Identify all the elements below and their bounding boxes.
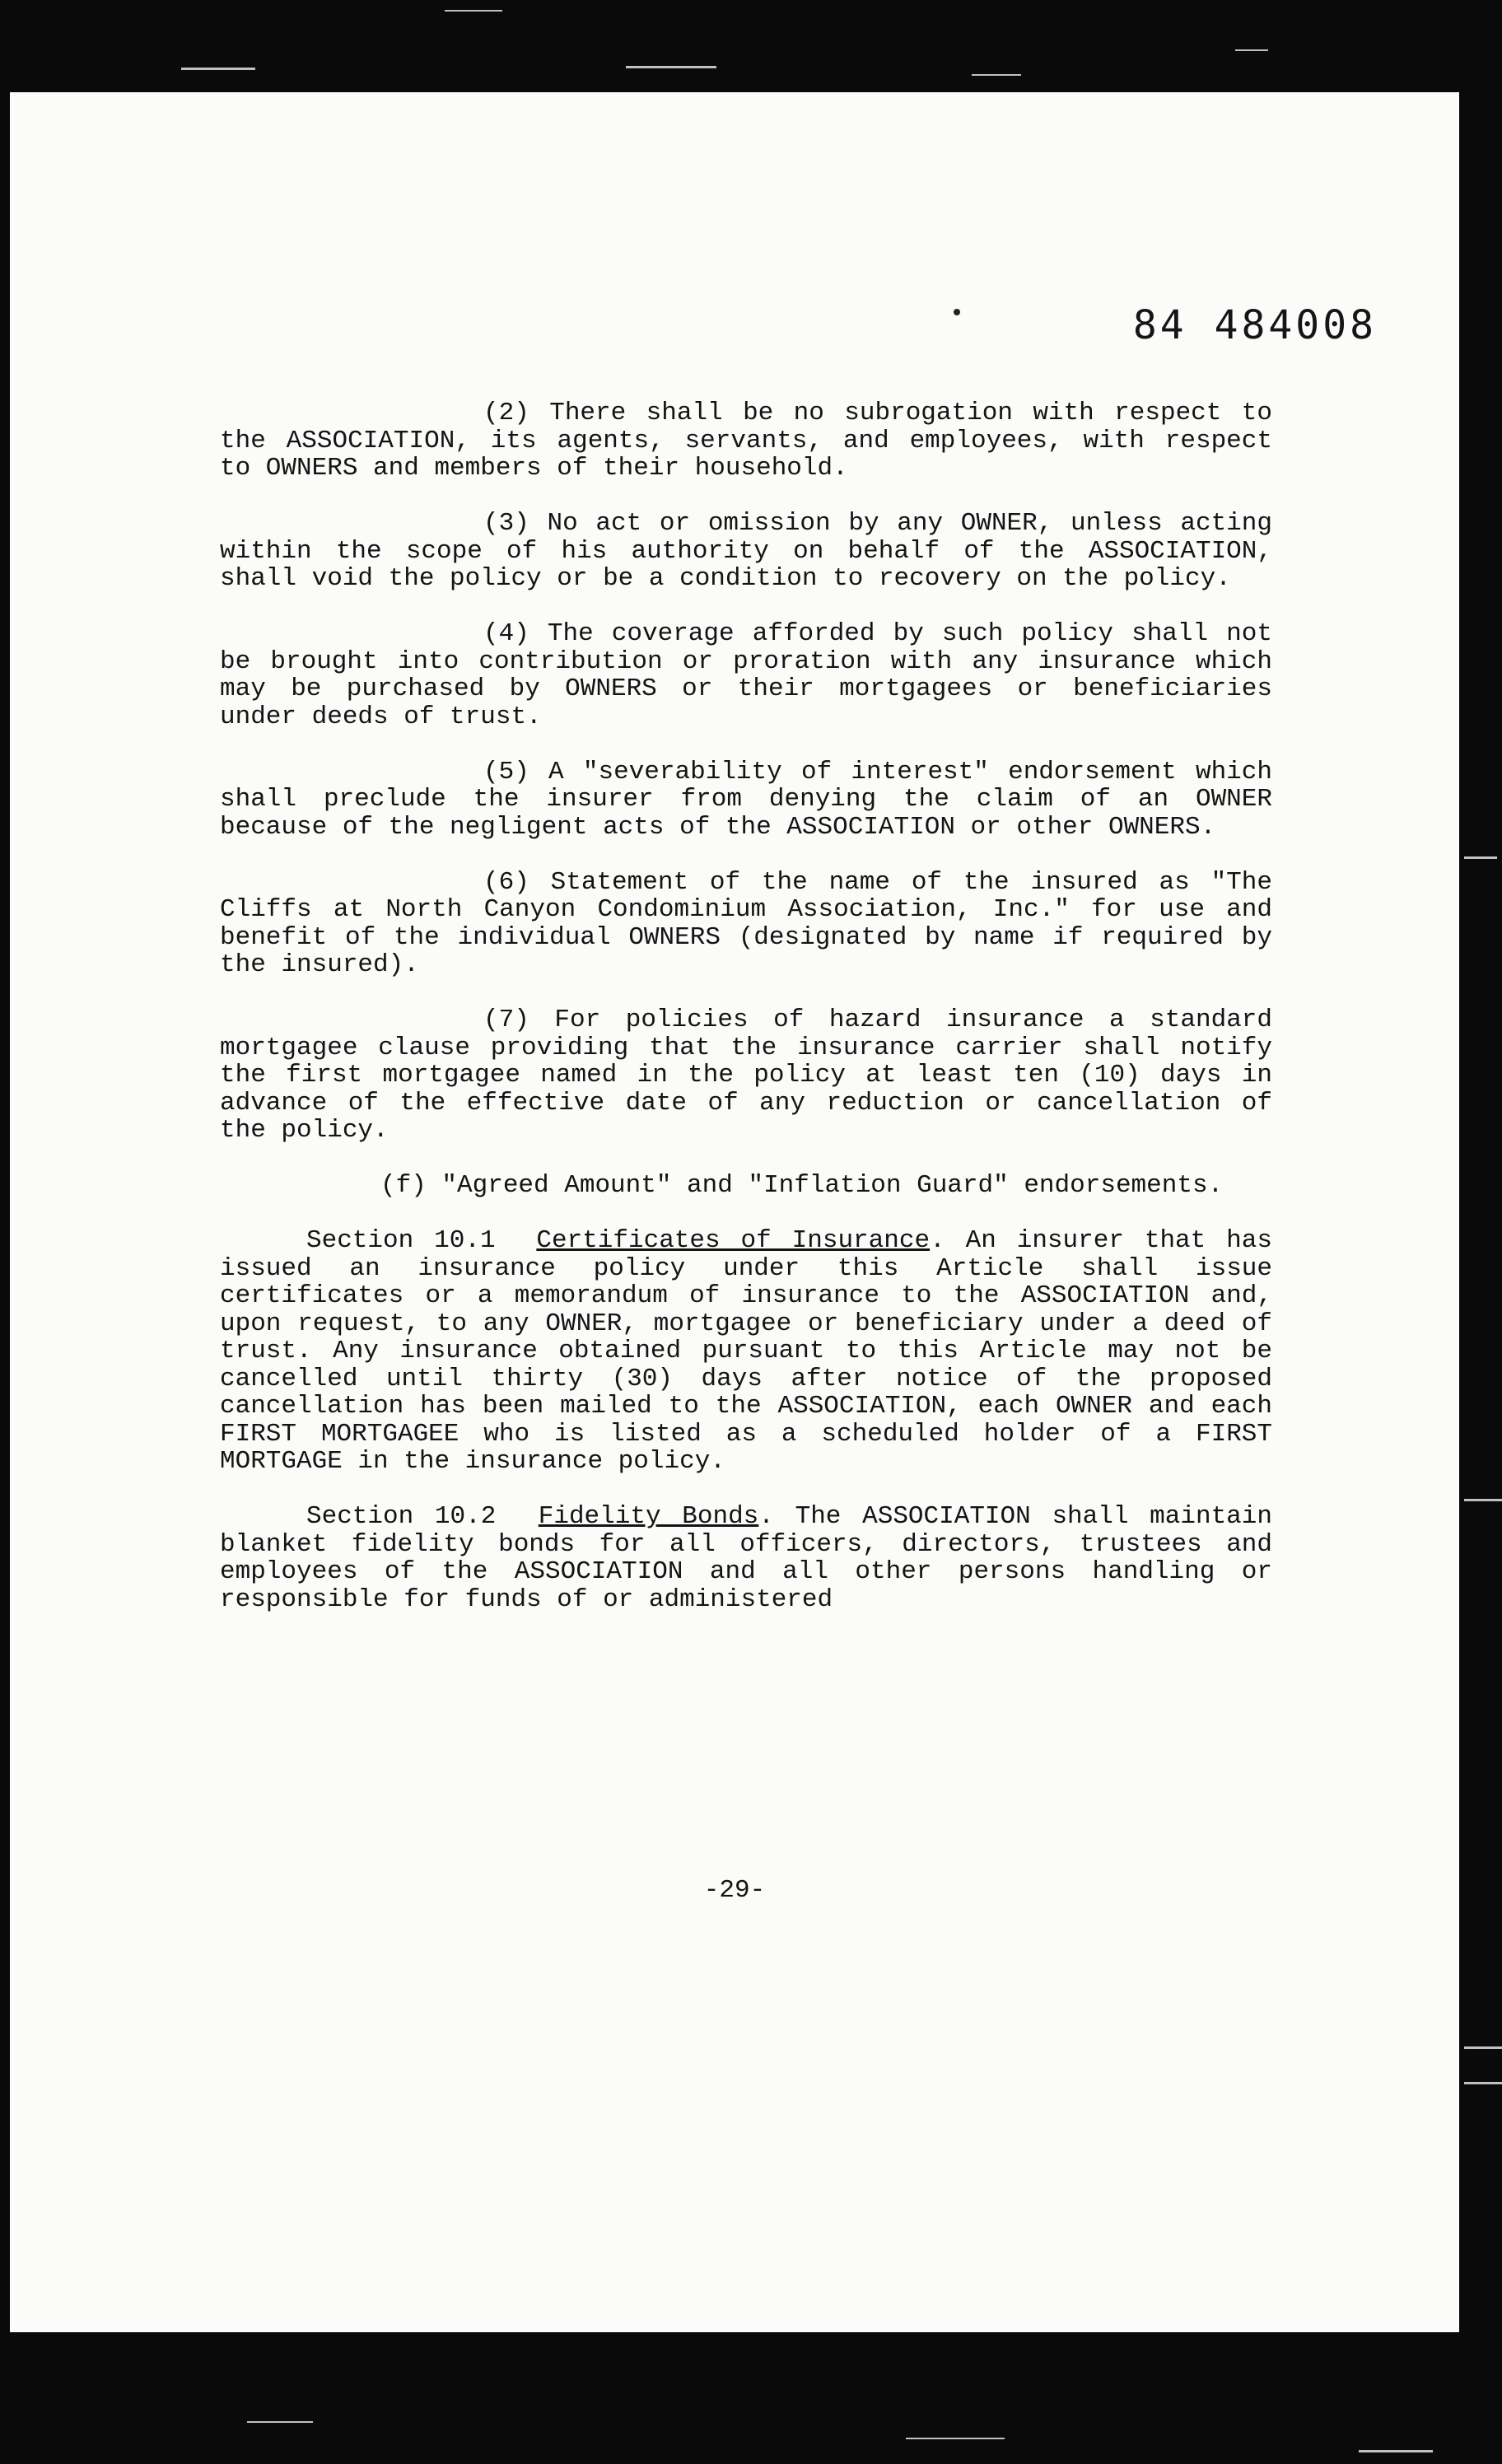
paragraph-f: (f) "Agreed Amount" and "Inflation Guard" endorsements. <box>380 1171 1224 1200</box>
section-10-1 <box>220 1227 1272 1476</box>
paragraph-7: (7) For policies of hazard insurance a standard mortgagee clause providing that the insurance carrier shall notify the first mortgagee named in the policy at least ten (10) days in advance of the effective date of any reduction or cancellation of the policy. <box>220 1006 1272 1145</box>
paragraph-2: (2) There shall be no subrogation with respect to the ASSOCIATION, its agents, servants, and employees, with respect to OWNERS and members of their household. <box>220 399 1272 483</box>
ink-dot <box>954 309 960 315</box>
scan-streak <box>906 2438 1005 2439</box>
section-number: Section 10.2 <box>306 1502 497 1531</box>
scan-streak <box>1359 2450 1433 2452</box>
section-body: . An insurer that has issued an insurance policy under this Article shall issue certificates or a memorandum of insurance to the ASSOCIATION and, upon request, to any OWNER, mortgagee or beneficiary under a deed of trust. Any insurance obtained pursuant to this Article may not be cancelled until thirty (30) days after notice of the proposed cancellation has been mailed to the ASSOCIATION, each OWNER and each FIRST MORTGAGEE who is listed as a scheduled holder of a FIRST MORTGAGE in the insurance policy. <box>220 1226 1272 1476</box>
paragraph-4: (4) The coverage afforded by such policy shall not be brought into contribution or proration with any insurance which may be purchased by OWNERS or their mortgagees or beneficiaries under deeds of trust. <box>220 619 1272 731</box>
section-heading: Certificates of Insurance <box>536 1226 931 1255</box>
scan-streak <box>247 2421 313 2423</box>
scan-streak <box>972 74 1021 76</box>
scan-streak <box>1464 856 1497 859</box>
scan-streak <box>1464 2082 1502 2084</box>
scan-streak <box>1235 49 1268 51</box>
section-body: . The ASSOCIATION shall maintain blanket fidelity bonds for all officers, directors, trustees and employees of the ASSOCIATION and all other persons handling or responsible for funds of or administered <box>220 1502 1272 1614</box>
page-number: -29- <box>703 1876 766 1905</box>
scan-streak <box>1464 2046 1502 2049</box>
document-page <box>10 92 1459 2332</box>
body-text <box>220 399 1272 1641</box>
paragraph-3: (3) No act or omission by any OWNER, unless acting within the scope of his authority on behalf of the ASSOCIATION, shall void the policy or be a condition to recovery on the policy. <box>220 509 1272 593</box>
scan-streak <box>181 68 255 70</box>
section-10-2 <box>220 1503 1272 1613</box>
paragraph-6: (6) Statement of the name of the insured as "The Cliffs at North Canyon Condominium Association, Inc." for use and benefit of the individual OWNERS (designated by name if required by the insured). <box>220 867 1272 979</box>
paragraph-5: (5) A "severability of interest" endorsement which shall preclude the insurer from denying the claim of an OWNER because of the negligent acts of the ASSOCIATION or other OWNERS. <box>220 757 1272 842</box>
scan-streak <box>1464 1499 1502 1501</box>
section-heading: Fidelity Bonds <box>538 1502 759 1531</box>
scan-streak <box>445 10 502 12</box>
recording-number: 84 484008 <box>1132 302 1377 348</box>
page-content <box>10 92 1459 2332</box>
section-number: Section 10.1 <box>306 1226 496 1255</box>
scan-streak <box>626 66 716 68</box>
